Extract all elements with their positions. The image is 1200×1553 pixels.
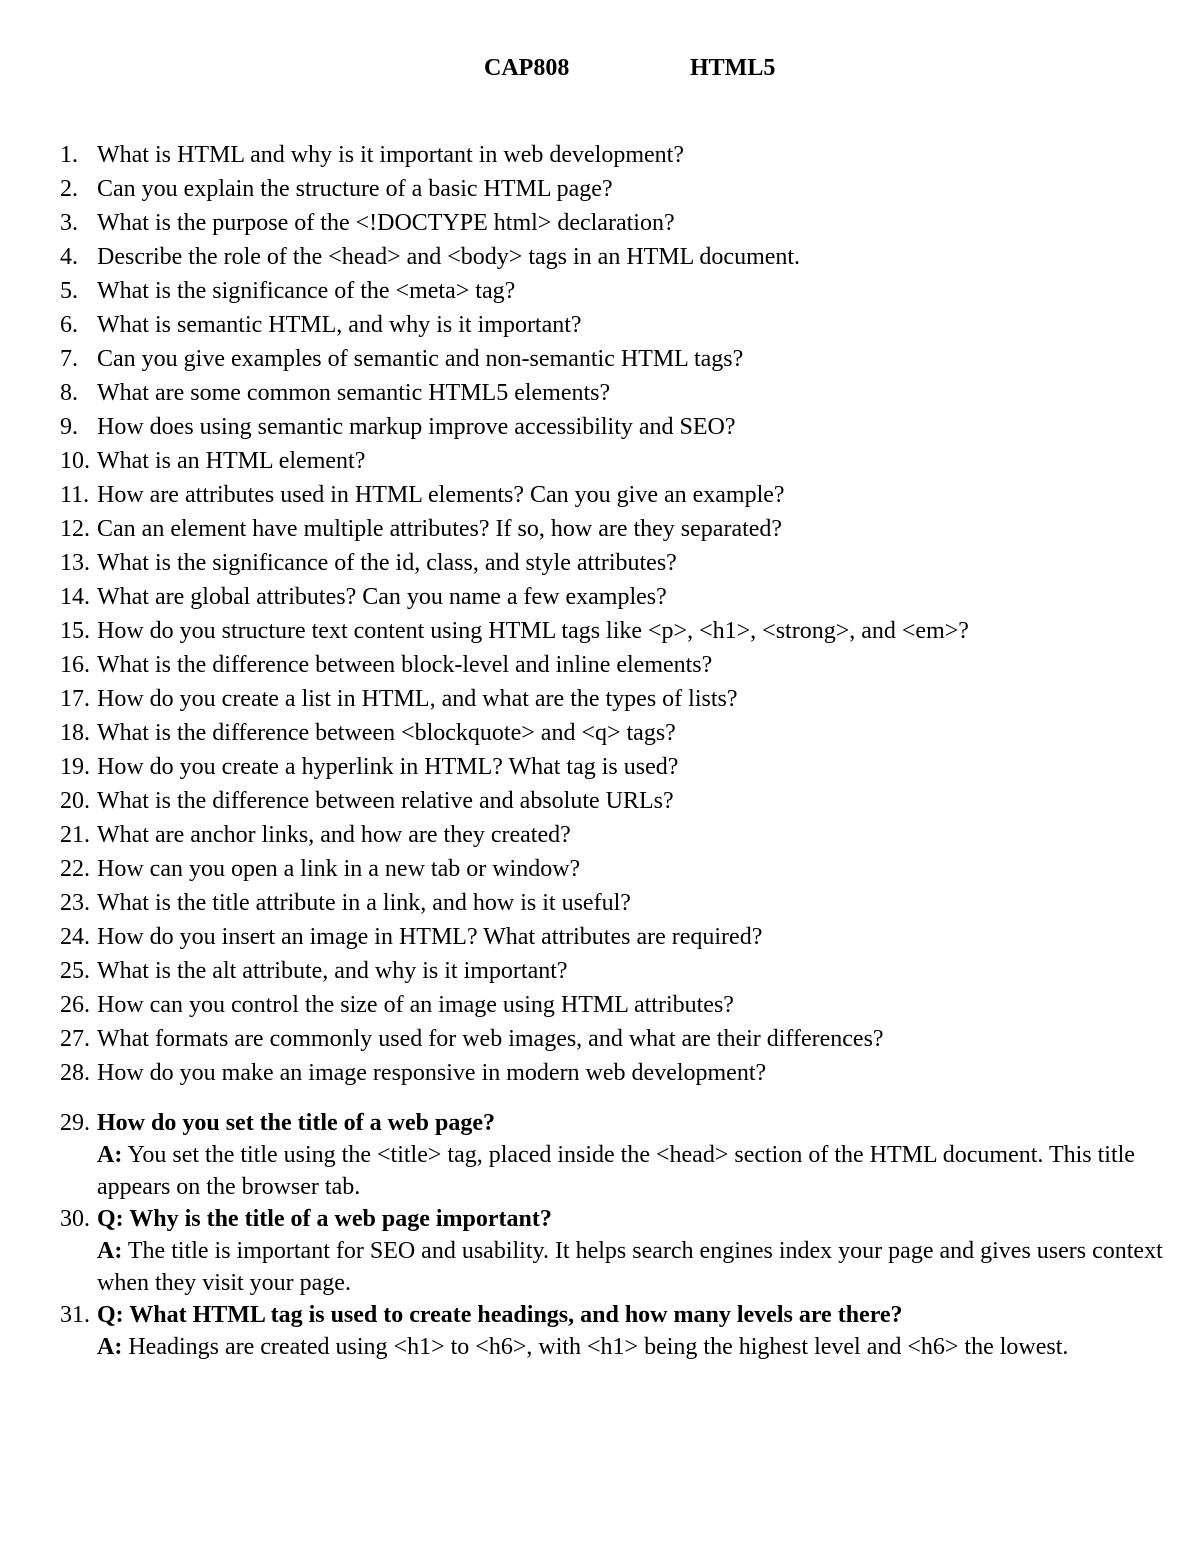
question-item [60,478,1175,512]
qa-item [60,1203,1175,1299]
question-item [60,308,1175,342]
question-item [60,954,1175,988]
question-number: 14. [60,584,90,610]
question-text: How does using semantic markup improve accessibility and SEO? [97,414,736,440]
question-number: 11. [60,482,90,508]
question-item [60,274,1175,308]
question-number: 10. [60,448,90,474]
question-item [60,172,1175,206]
question-text: How do you create a hyperlink in HTML? What tag is used? [97,754,679,780]
question-number: 16. [60,652,90,678]
question-item [60,580,1175,614]
question-text: How are attributes used in HTML elements? Can you give an example? [97,482,785,508]
question-text: Can an element have multiple attributes? If so, how are they separated? [97,516,783,542]
qa-question: How do you set the title of a web page? [97,1110,495,1136]
question-text: Describe the role of the <head> and <body> tags in an HTML document. [97,244,801,270]
qa-answer-text: The title is important for SEO and usability. It helps search engines index your page and gives users context when they visit your page. [97,1238,1169,1296]
question-text: What is semantic HTML, and why is it important? [97,312,582,338]
qa-answer-text: You set the title using the <title> tag, placed inside the <head> section of the HTML document. This title appears on the browser tab. [97,1142,1141,1200]
question-item [60,342,1175,376]
question-text: What is the difference between block-level and inline elements? [97,652,713,678]
question-text: How do you insert an image in HTML? What attributes are required? [97,924,763,950]
qa-answer [97,1139,1175,1203]
question-number: 20. [60,788,90,814]
question-number: 13. [60,550,90,576]
question-item [60,376,1175,410]
question-number: 24. [60,924,90,950]
question-text: How can you control the size of an image using HTML attributes? [97,992,734,1018]
question-number: 18. [60,720,90,746]
question-number: 8. [60,380,78,406]
question-text: What are global attributes? Can you name a few examples? [97,584,667,610]
question-number: 12. [60,516,90,542]
question-number: 25. [60,958,90,984]
question-number: 22. [60,856,90,882]
question-text: How do you structure text content using HTML tags like <p>, <h1>, <strong>, and <em>? [97,618,969,644]
question-item [60,1022,1175,1056]
question-item [60,750,1175,784]
qa-answer-prefix: A: [97,1334,123,1360]
question-item [60,138,1175,172]
question-number: 3. [60,210,78,236]
question-item [60,852,1175,886]
qa-question: Q: What HTML tag is used to create headings, and how many levels are there? [97,1302,903,1328]
question-item [60,206,1175,240]
question-item [60,784,1175,818]
question-item [60,1056,1175,1090]
question-number: 27. [60,1026,90,1052]
question-item [60,614,1175,648]
question-number: 15. [60,618,90,644]
qa-number: 31. [60,1302,90,1328]
qa-answer-text: Headings are created using <h1> to <h6>, with <h1> being the highest level and <h6> the lowest. [122,1334,1069,1360]
question-item [60,920,1175,954]
qa-body [97,1107,1175,1203]
question-text: What are some common semantic HTML5 elements? [97,380,611,406]
qa-list [60,1107,1175,1363]
subject-title: HTML5 [690,55,776,81]
qa-answer-prefix: A: [97,1238,123,1264]
question-number: 19. [60,754,90,780]
question-text: What are anchor links, and how are they created? [97,822,571,848]
question-number: 5. [60,278,78,304]
qa-number: 29. [60,1110,90,1136]
question-text: How can you open a link in a new tab or window? [97,856,581,882]
question-item [60,886,1175,920]
question-text: Can you give examples of semantic and non-semantic HTML tags? [97,346,744,372]
question-text: What formats are commonly used for web images, and what are their differences? [97,1026,884,1052]
question-item [60,682,1175,716]
qa-answer [97,1331,1175,1363]
question-text: How do you make an image responsive in modern web development? [97,1060,767,1086]
question-text: What is the alt attribute, and why is it important? [97,958,568,984]
question-number: 6. [60,312,78,338]
question-number: 21. [60,822,90,848]
question-item [60,818,1175,852]
question-number: 17. [60,686,90,712]
question-number: 7. [60,346,78,372]
question-text: How do you create a list in HTML, and what are the types of lists? [97,686,738,712]
qa-body [97,1203,1175,1299]
qa-item [60,1299,1175,1363]
question-number: 1. [60,142,78,168]
question-text: What is an HTML element? [97,448,366,474]
qa-number: 30. [60,1206,90,1232]
question-number: 2. [60,176,78,202]
question-item [60,988,1175,1022]
question-number: 23. [60,890,90,916]
question-item [60,240,1175,274]
course-code: CAP808 [484,55,570,81]
qa-answer [97,1235,1175,1299]
question-text: What is the title attribute in a link, and how is it useful? [97,890,631,916]
question-list [60,138,1175,1090]
question-text: What is the significance of the id, class, and style attributes? [97,550,677,576]
question-number: 26. [60,992,90,1018]
question-item [60,546,1175,580]
question-item [60,410,1175,444]
question-item [60,716,1175,750]
question-item [60,444,1175,478]
question-text: Can you explain the structure of a basic HTML page? [97,176,613,202]
question-item [60,648,1175,682]
qa-body [97,1299,1175,1363]
qa-answer-prefix: A: [97,1142,123,1168]
question-item [60,512,1175,546]
question-text: What is the difference between relative and absolute URLs? [97,788,674,814]
question-number: 28. [60,1060,90,1086]
question-text: What is the purpose of the <!DOCTYPE html> declaration? [97,210,675,236]
question-text: What is HTML and why is it important in web development? [97,142,684,168]
document-header [0,55,1200,89]
qa-question: Q: Why is the title of a web page important? [97,1206,552,1232]
qa-item [60,1107,1175,1203]
question-number: 4. [60,244,78,270]
question-text: What is the significance of the <meta> tag? [97,278,516,304]
question-number: 9. [60,414,78,440]
question-text: What is the difference between <blockquote> and <q> tags? [97,720,676,746]
